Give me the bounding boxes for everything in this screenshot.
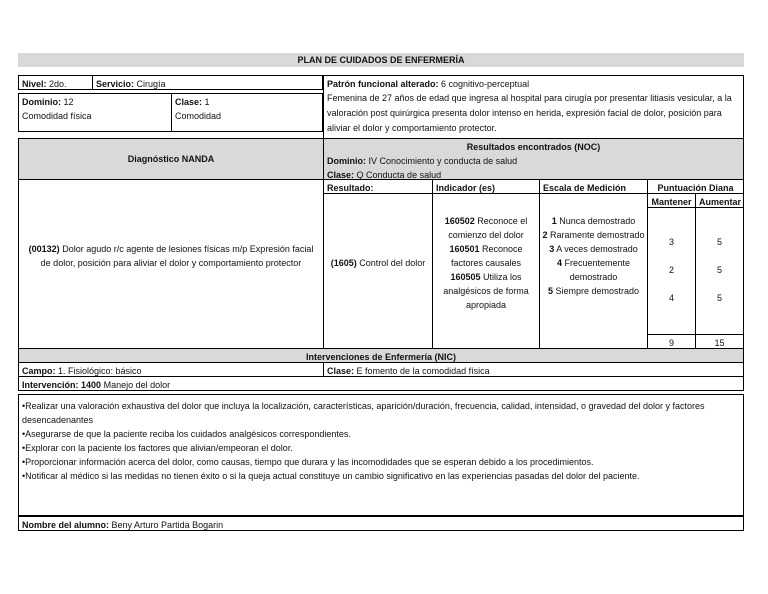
total-aumentar: 15 — [695, 334, 744, 349]
aumentar-value: 5 — [716, 293, 722, 303]
patron-cell — [323, 75, 744, 139]
col-escala: Escala de Medición — [539, 179, 648, 194]
escala-text: Frecuentemente demostrado — [564, 258, 631, 282]
indicadores-cell — [432, 193, 540, 349]
clase-name: Comodidad — [175, 111, 222, 121]
col-indicador: Indicador (es) — [432, 179, 540, 194]
indicador-text: Reconoce factores causales — [450, 244, 523, 268]
col-mantener: Mantener — [647, 193, 696, 208]
alumno-value: Beny Arturo Partida Bogarin — [111, 520, 224, 530]
resultado-cell — [323, 193, 433, 349]
patron-value: 6 cognitivo-perceptual — [441, 79, 530, 89]
indicador-code: 160502 — [444, 216, 475, 226]
col-puntuacion: Puntuación Diana — [647, 179, 744, 194]
resultado-code: (1605) — [330, 258, 357, 268]
nivel-label: Nivel: — [22, 79, 47, 89]
dominio-label: Dominio: — [22, 97, 61, 107]
col-resultado: Resultado: — [323, 179, 433, 194]
noc-dominio-label: Dominio: — [327, 156, 366, 166]
mantener-values — [648, 228, 695, 312]
total-mantener: 9 — [647, 334, 696, 349]
nanda-code: (00132) — [28, 244, 60, 254]
indicador-code: 160501 — [449, 244, 480, 254]
escala-num: 5 — [547, 286, 553, 296]
alumno-cell — [18, 516, 744, 531]
nanda-diagnosis-cell — [18, 179, 324, 349]
aumentar-value: 5 — [716, 237, 722, 247]
mantener-cell — [647, 207, 696, 335]
intervencion-code: 1400 — [81, 380, 102, 390]
nic-clase-value: E fomento de la comodidad física — [356, 366, 490, 376]
nivel-value: 2do. — [49, 79, 67, 89]
indicador-text: Utiliza los analgésicos de forma apropiada — [443, 272, 529, 310]
col-aumentar: Aumentar — [695, 193, 744, 208]
mantener-value: 4 — [668, 293, 674, 303]
escala-num: 2 — [542, 230, 548, 240]
intervencion-value: Manejo del dolor — [103, 380, 171, 390]
aumentar-cell — [695, 207, 744, 335]
alumno-label: Nombre del alumno: — [22, 520, 110, 530]
escala-text: Raramente demostrado — [549, 230, 645, 240]
dominio-value: 12 — [63, 97, 74, 107]
dominio-cell — [18, 93, 172, 132]
mantener-value: 3 — [668, 237, 674, 247]
patron-label: Patrón funcional alterado: — [327, 79, 439, 89]
servicio-value: Cirugía — [136, 79, 166, 89]
clase-cell — [171, 93, 323, 132]
escala-list — [542, 214, 645, 298]
noc-dominio-value: IV Conocimiento y conducta de salud — [368, 156, 518, 166]
intervencion-label: Intervención: — [22, 380, 79, 390]
list-item: • Explorar con la paciente los factores que alivian/empeoran el dolor. — [22, 441, 740, 455]
nivel-cell — [18, 75, 93, 90]
list-item: • Notificar al médico si las medidas no tienen éxito o si la queja actual constituye un cambio significativo en las experiencias pasadas del dolor del paciente. — [22, 469, 740, 483]
nanda-diagnosis — [25, 242, 317, 270]
servicio-cell — [92, 75, 323, 90]
escala-text: Siempre demostrado — [555, 286, 640, 296]
intervencion-cell — [18, 376, 744, 391]
list-item: • Asegurarse de que la paciente reciba los cuidados analgésicos correspondientes. — [22, 427, 740, 441]
actividades-list — [22, 399, 740, 483]
nic-clase-cell — [323, 362, 744, 377]
indicador-text: Reconoce el comienzo del dolor — [448, 216, 528, 240]
patient-description: Femenina de 27 años de edad que ingresa al hospital para cirugía por presentar litiasis vesicular, a la valoración post quirúrgica presenta dolor intenso en herida, expresión facial de dolor, posición para aliviar el dolor y comportamiento protector. — [327, 93, 732, 133]
resultado-text: Control del dolor — [359, 258, 426, 268]
aumentar-values — [696, 228, 743, 312]
indicador-code: 160505 — [450, 272, 481, 282]
noc-clase-value: Q Conducta de salud — [356, 170, 442, 180]
campo-cell — [18, 362, 324, 377]
campo-label: Campo: — [22, 366, 56, 376]
escala-num: 1 — [551, 216, 557, 226]
servicio-label: Servicio: — [96, 79, 135, 89]
indicadores-list — [436, 214, 536, 312]
list-item: • Proporcionar información acerca del dolor, como causas, tiempo que durara y las incomodidades que se esperan debido a los procedimientos. — [22, 455, 740, 469]
mantener-value: 2 — [668, 265, 674, 275]
nanda-header: Diagnóstico NANDA — [18, 138, 324, 180]
escala-text: A veces demostrado — [556, 244, 638, 254]
dominio-name: Comodidad física — [22, 111, 92, 121]
resultado-value — [328, 256, 428, 270]
nic-header: Intervenciones de Enfermería (NIC) — [18, 348, 744, 363]
list-item: • Realizar una valoración exhaustiva del dolor que incluya la localización, características, aparición/duración, frecuencia, calidad, intensidad, o gravedad del dolor y factores desencadenantes — [22, 399, 740, 427]
clase-label: Clase: — [175, 97, 203, 107]
nic-clase-label: Clase: — [327, 366, 355, 376]
escala-num: 3 — [549, 244, 555, 254]
escala-text: Nunca demostrado — [559, 216, 636, 226]
aumentar-value: 5 — [716, 265, 722, 275]
escala-num: 4 — [556, 258, 562, 268]
noc-header: Resultados encontrados (NOC) — [466, 142, 601, 152]
nanda-text: Dolor agudo r/c agente de lesiones físicas m/p Expresión facial de dolor, posición para aliviar el dolor y comportamiento protector — [40, 244, 314, 268]
campo-value: 1. Fisiológico: básico — [58, 366, 142, 376]
clase-value: 1 — [204, 97, 210, 107]
noc-clase-label: Clase: — [327, 170, 355, 180]
escala-cell — [539, 193, 648, 349]
document-title: PLAN DE CUIDADOS DE ENFERMERÍA — [18, 53, 744, 67]
noc-header-cell — [323, 138, 744, 180]
actividades-cell — [18, 394, 744, 516]
